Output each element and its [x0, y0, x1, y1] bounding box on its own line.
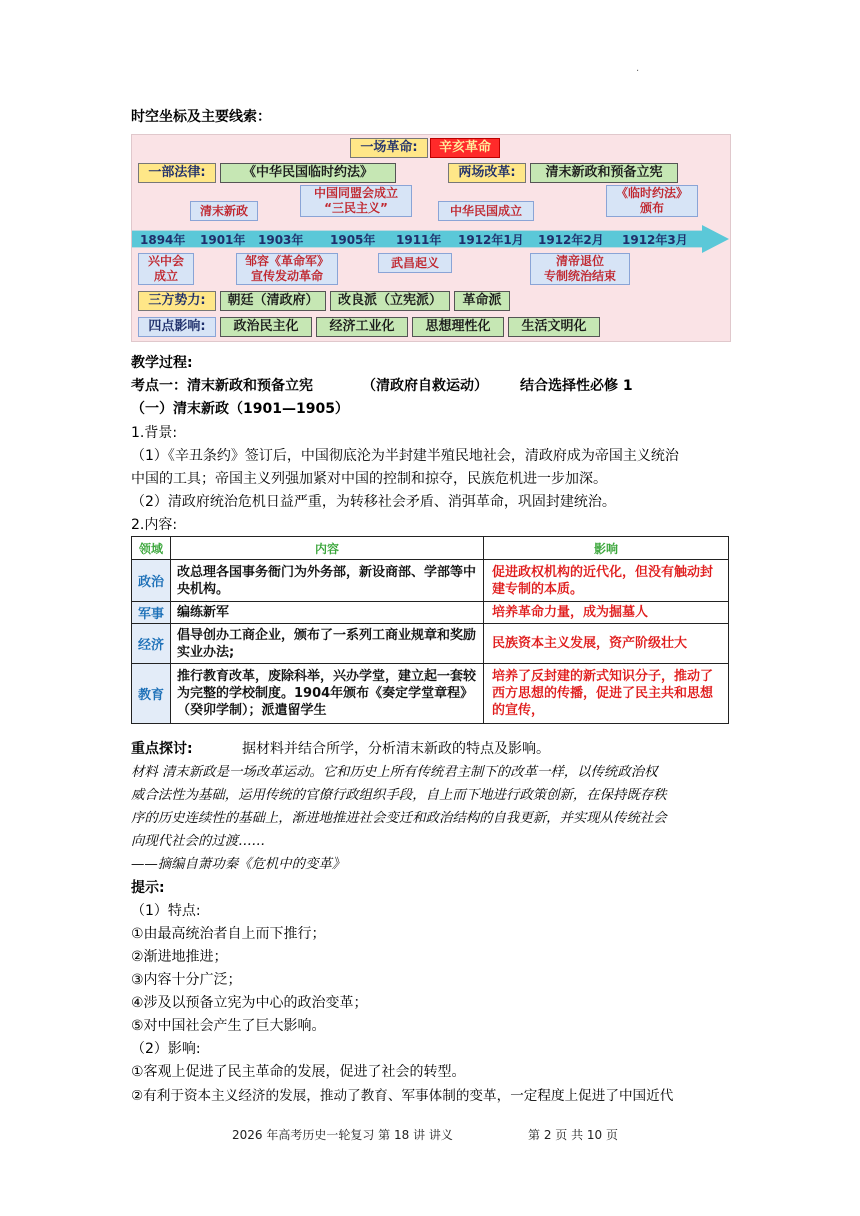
- content-title: 2.内容:: [131, 517, 178, 533]
- hint-label: 提示:: [131, 880, 165, 896]
- hint-line: ①由最高统治者自上而下推行；: [131, 926, 326, 942]
- header-field: 领域: [132, 537, 171, 560]
- event-new-policy: 清末新政: [190, 201, 258, 221]
- corner-mark: ·: [636, 66, 640, 77]
- section-title: 时空坐标及主要线索：: [131, 109, 271, 125]
- table-row: [132, 602, 729, 624]
- event-xingzhonghui: 兴中会 成立: [138, 253, 194, 285]
- influence-economy: 经济工业化: [316, 317, 408, 337]
- effect-politics: 促进政权机构的近代化，但没有触动封建专制的本质。: [484, 560, 729, 602]
- hint-line: ②有利于资本主义经济的发展，推动了教育、军事体制的变革，一定程度上促进了中国近代: [131, 1088, 674, 1104]
- discussion-prompt: 据材料并结合所学，分析清末新政的特点及影响。: [242, 741, 550, 757]
- background-line: （1）《辛丑条约》签订后，中国彻底沦为半封建半殖民地社会，清政府成为帝国主义统治: [131, 448, 679, 464]
- header-content: 内容: [171, 537, 484, 560]
- year-1911: 1911年: [396, 233, 442, 247]
- hint-line: （1）特点:: [131, 903, 201, 919]
- background-line: 中国的工具；帝国主义列强加紧对中国的控制和掠夺，民族危机进一步加深。: [131, 471, 607, 487]
- revolution-value: 辛亥革命: [430, 138, 500, 158]
- hint-line: ①客观上促进了民主革命的发展，促进了社会的转型。: [131, 1064, 466, 1080]
- material-line: 向现代社会的过渡……: [131, 834, 265, 849]
- table-header-row: [132, 537, 729, 560]
- field-education: 教育: [132, 664, 171, 724]
- reforms-label: 两场改革:: [448, 163, 526, 183]
- content-military: 编练新军: [171, 602, 484, 624]
- table-row: [132, 560, 729, 602]
- material-line: 序的历史连续性的基础上，渐进地推进社会变迁和政治结构的自我更新，并实现从传统社会: [131, 811, 667, 826]
- event-roc-founded: 中华民国成立: [438, 201, 534, 221]
- effect-military: 培养革命力量，成为掘墓人: [484, 602, 729, 624]
- influence-thought: 思想理性化: [412, 317, 504, 337]
- influence-life: 生活文明化: [508, 317, 600, 337]
- event-provisional-constitution: 《临时约法》 颁布: [606, 185, 698, 217]
- year-1912-03: 1912年3月: [622, 233, 688, 247]
- hint-line: ②渐进地推进；: [131, 949, 228, 965]
- hint-line: （2）影响:: [131, 1041, 201, 1057]
- hint-line: ③内容十分广泛；: [131, 972, 242, 988]
- field-military: 军事: [132, 602, 171, 624]
- effect-economy: 民族资本主义发展，资产阶级壮大: [484, 624, 729, 664]
- footer-doc-title: 2026 年高考历史一轮复习 第 18 讲 讲义: [232, 1128, 453, 1142]
- year-1894: 1894年: [140, 233, 186, 247]
- background-line: （2）清政府统治危机日益严重，为转移社会矛盾、消弭革命，巩固封建统治。: [131, 494, 616, 510]
- influence-politics: 政治民主化: [220, 317, 312, 337]
- year-1905: 1905年: [330, 233, 376, 247]
- material-line: 材料 清末新政是一场改革运动。它和历史上所有传统君主制下的改革一样，以传统政治权: [131, 765, 658, 780]
- table-row: [132, 664, 729, 724]
- timeline-diagram: [131, 134, 731, 342]
- year-1912-01: 1912年1月: [458, 233, 524, 247]
- law-value: 《中华民国临时约法》: [220, 163, 396, 183]
- subsection-title: （一）清末新政（1901—1905）: [131, 401, 349, 417]
- field-politics: 政治: [132, 560, 171, 602]
- content-politics: 改总理各国事务衙门为外务部，新设商部、学部等中央机构。: [171, 560, 484, 602]
- force-court: 朝廷（清政府）: [220, 291, 326, 311]
- exam-point-note2: 结合选择性必修 1: [520, 378, 633, 394]
- influence-label: 四点影响:: [138, 317, 216, 337]
- event-abdication: 清帝退位 专制统治结束: [530, 253, 630, 285]
- year-1901: 1901年: [200, 233, 246, 247]
- discussion-label: 重点探讨:: [131, 741, 193, 757]
- law-label: 一部法律:: [138, 163, 216, 183]
- header-effect: 影响: [484, 537, 729, 560]
- content-education: 推行教育改革，废除科举，兴办学堂，建立起一套较为完整的学校制度。1904年颁布《奏定学堂章程》（癸卯学制）；派遣留学生: [171, 664, 484, 724]
- material-line: 威合法性为基础，运用传统的官僚行政组织手段，自上而下地进行政策创新，在保持既存秩: [131, 788, 667, 803]
- event-geming-jun: 邹容《革命军》 宣传发动革命: [236, 253, 338, 285]
- reforms-value: 清末新政和预备立宪: [530, 163, 678, 183]
- exam-point-note1: （清政府自救运动）: [362, 378, 488, 394]
- content-economy: 倡导创办工商企业，颁布了一系列工商业规章和奖励实业办法;: [171, 624, 484, 664]
- effect-education: 培养了反封建的新式知识分子，推动了西方思想的传播，促进了民主共和思想的宣传，: [484, 664, 729, 724]
- year-1912-02: 1912年2月: [538, 233, 604, 247]
- field-economy: 经济: [132, 624, 171, 664]
- material-source: ——摘编自萧功秦《危机中的变革》: [131, 857, 346, 872]
- force-reformists: 改良派（立宪派）: [330, 291, 450, 311]
- table-row: [132, 624, 729, 664]
- footer-page-number: 第 2 页 共 10 页: [528, 1128, 618, 1142]
- forces-label: 三方势力:: [138, 291, 216, 311]
- hint-line: ⑤对中国社会产生了巨大影响。: [131, 1018, 326, 1034]
- event-tongmenghui: 中国同盟会成立 “三民主义”: [300, 185, 412, 217]
- background-title: 1.背景:: [131, 425, 178, 441]
- exam-point-title: 考点一：清末新政和预备立宪: [131, 378, 313, 394]
- new-policy-table: [131, 536, 729, 724]
- event-wuchang-uprising: 武昌起义: [378, 253, 452, 273]
- hint-line: ④涉及以预备立宪为中心的政治变革；: [131, 995, 368, 1011]
- revolution-label: 一场革命:: [350, 138, 428, 158]
- force-revolutionaries: 革命派: [454, 291, 510, 311]
- teaching-process: 教学过程:: [131, 355, 193, 371]
- year-1903: 1903年: [258, 233, 304, 247]
